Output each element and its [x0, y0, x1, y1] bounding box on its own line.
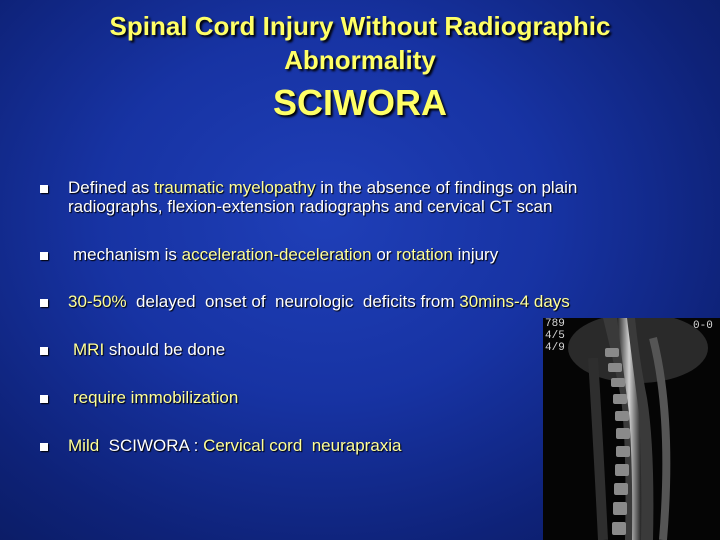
bullet-highlight: traumatic myelopathy — [154, 178, 316, 197]
bullet-marker-icon — [40, 395, 48, 403]
bullet-text — [68, 340, 225, 359]
bullet-item-mechanism — [40, 245, 498, 264]
slide-title-line1: Spinal Cord Injury Without Radiographic — [109, 11, 611, 41]
bullet-text — [68, 245, 498, 264]
bullet-item-definition — [40, 178, 660, 216]
bullet-item-mild-sciwora — [40, 436, 402, 455]
bullet-highlight: rotation — [396, 245, 453, 264]
mri-label: 4/5 — [545, 330, 565, 342]
bullet-highlight: acceleration-deceleration — [181, 245, 372, 264]
mri-label: 0-0 — [693, 320, 713, 332]
bullet-segment: mechanism is — [73, 245, 182, 264]
bullet-text — [68, 292, 570, 311]
bullet-item-immobilization — [40, 388, 238, 407]
mri-spine-graphic — [543, 318, 720, 540]
bullet-segment: or — [371, 245, 397, 264]
mri-label: 4/9 — [545, 342, 565, 354]
bullet-segment: should be done — [104, 340, 226, 359]
bullet-marker-icon — [40, 252, 48, 260]
bullet-segment: Defined as — [68, 178, 154, 197]
bullet-highlight: Mild — [68, 436, 100, 455]
bullet-text — [68, 178, 660, 216]
mri-label: 789 — [545, 318, 565, 330]
bullet-segment: SCIWORA : — [99, 436, 204, 455]
bullet-item-delayed-onset — [40, 292, 570, 311]
bullet-highlight: MRI — [73, 340, 105, 359]
bullet-highlight: neurapraxia — [302, 436, 402, 455]
bullet-text — [68, 436, 402, 455]
bullet-marker-icon — [40, 299, 48, 307]
bullet-segment: delayed onset of neurologic deficits from — [126, 292, 460, 311]
bullet-marker-icon — [40, 185, 48, 193]
mri-spine-image — [543, 318, 720, 540]
bullet-marker-icon — [40, 347, 48, 355]
slide-title-line2: Abnormality — [284, 45, 436, 75]
bullet-segment: injury — [452, 245, 499, 264]
bullet-item-mri — [40, 340, 225, 359]
bullet-marker-icon — [40, 443, 48, 451]
bullet-highlight: 30mins-4 days — [459, 292, 570, 311]
slide-title-acronym: SCIWORA — [273, 82, 447, 123]
bullet-segment: in the absence of findings on plain radiographs, flexion-extension radiographs and cervical CT scan — [68, 178, 578, 216]
bullet-highlight: 30-50% — [68, 292, 127, 311]
bullet-text: require immobilization — [73, 388, 239, 407]
bullet-highlight: Cervical cord — [203, 436, 303, 455]
